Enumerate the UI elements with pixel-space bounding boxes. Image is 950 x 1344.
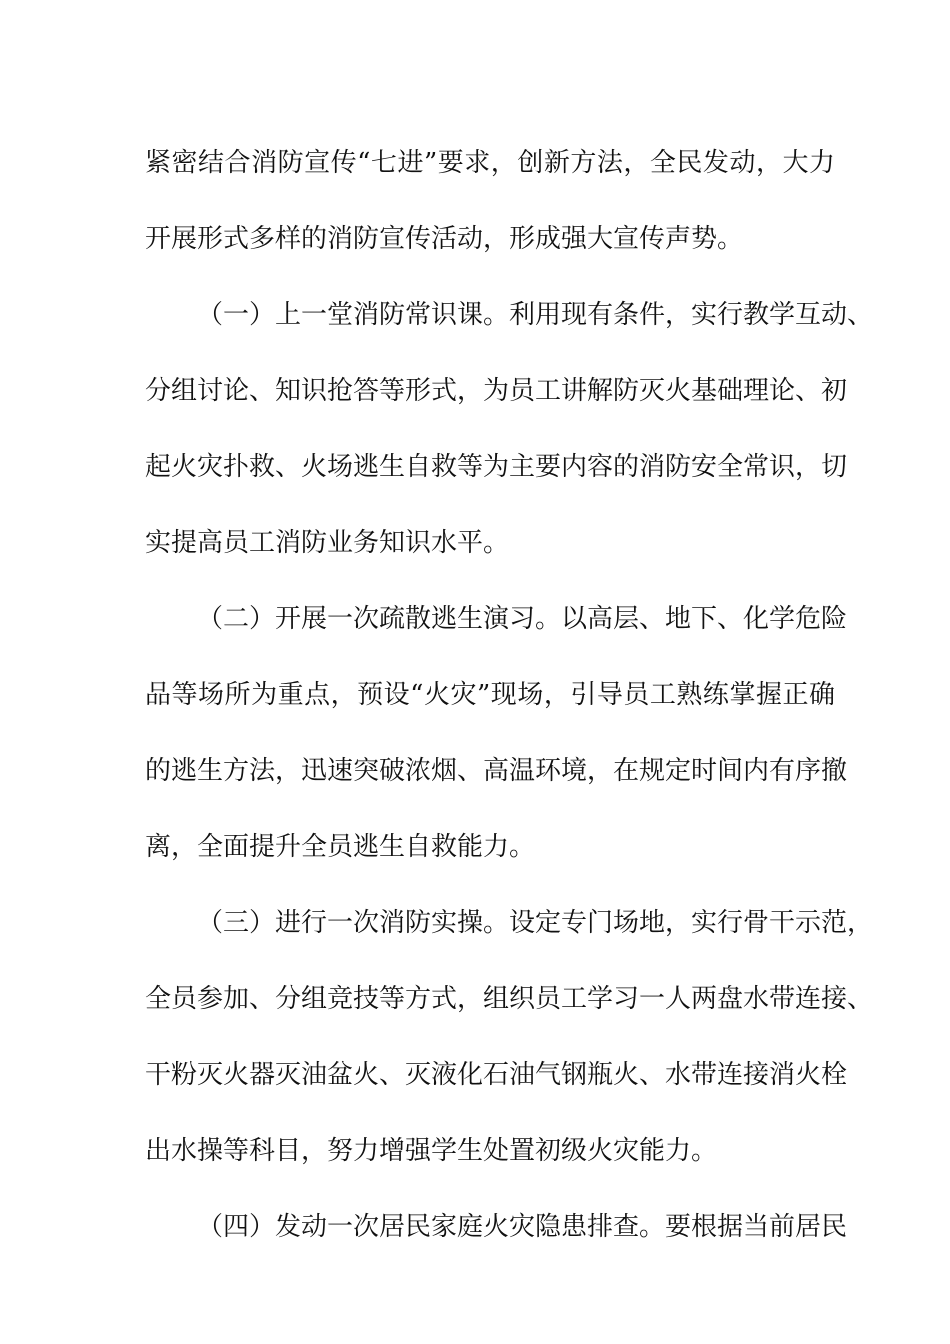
text-line: 起火灾扑救、火场逃生自救等为主要内容的消防安全常识，切 xyxy=(145,452,848,482)
text-line: （三）进行一次消防实操。设定专门场地，实行骨干示范， xyxy=(197,908,874,938)
paragraph xyxy=(145,125,835,277)
text-line: 分组讨论、知识抢答等形式，为员工讲解防灭火基础理论、初 xyxy=(145,376,848,406)
paragraph xyxy=(145,1189,848,1265)
text-line: 出水操等科目，努力增强学生处置初级火灾能力。 xyxy=(145,1136,718,1166)
document-body xyxy=(145,125,874,1265)
text-line: （二）开展一次疏散逃生演习。以高层、地下、化学危险 xyxy=(197,604,848,634)
text-line: 紧密结合消防宣传“七进”要求，创新方法，全民发动，大力 xyxy=(145,148,835,178)
text-line: （一）上一堂消防常识课。利用现有条件，实行教学互动、 xyxy=(197,300,874,330)
paragraph xyxy=(145,277,874,581)
text-line: 品等场所为重点，预设“火灾”现场，引导员工熟练掌握正确 xyxy=(145,680,835,710)
text-line: 的逃生方法，迅速突破浓烟、高温环境，在规定时间内有序撤 xyxy=(145,756,848,786)
text-line: 干粉灭火器灭油盆火、灭液化石油气钢瓶火、水带连接消火栓 xyxy=(145,1060,848,1090)
paragraph xyxy=(145,885,874,1189)
text-line: 实提高员工消防业务知识水平。 xyxy=(145,528,510,558)
paragraph xyxy=(145,581,848,885)
text-line: （四）发动一次居民家庭火灾隐患排查。要根据当前居民 xyxy=(197,1212,848,1242)
text-line: 全员参加、分组竞技等方式，组织员工学习一人两盘水带连接、 xyxy=(145,984,874,1014)
text-line: 离，全面提升全员逃生自救能力。 xyxy=(145,832,536,862)
text-line: 开展形式多样的消防宣传活动，形成强大宣传声势。 xyxy=(145,224,744,254)
